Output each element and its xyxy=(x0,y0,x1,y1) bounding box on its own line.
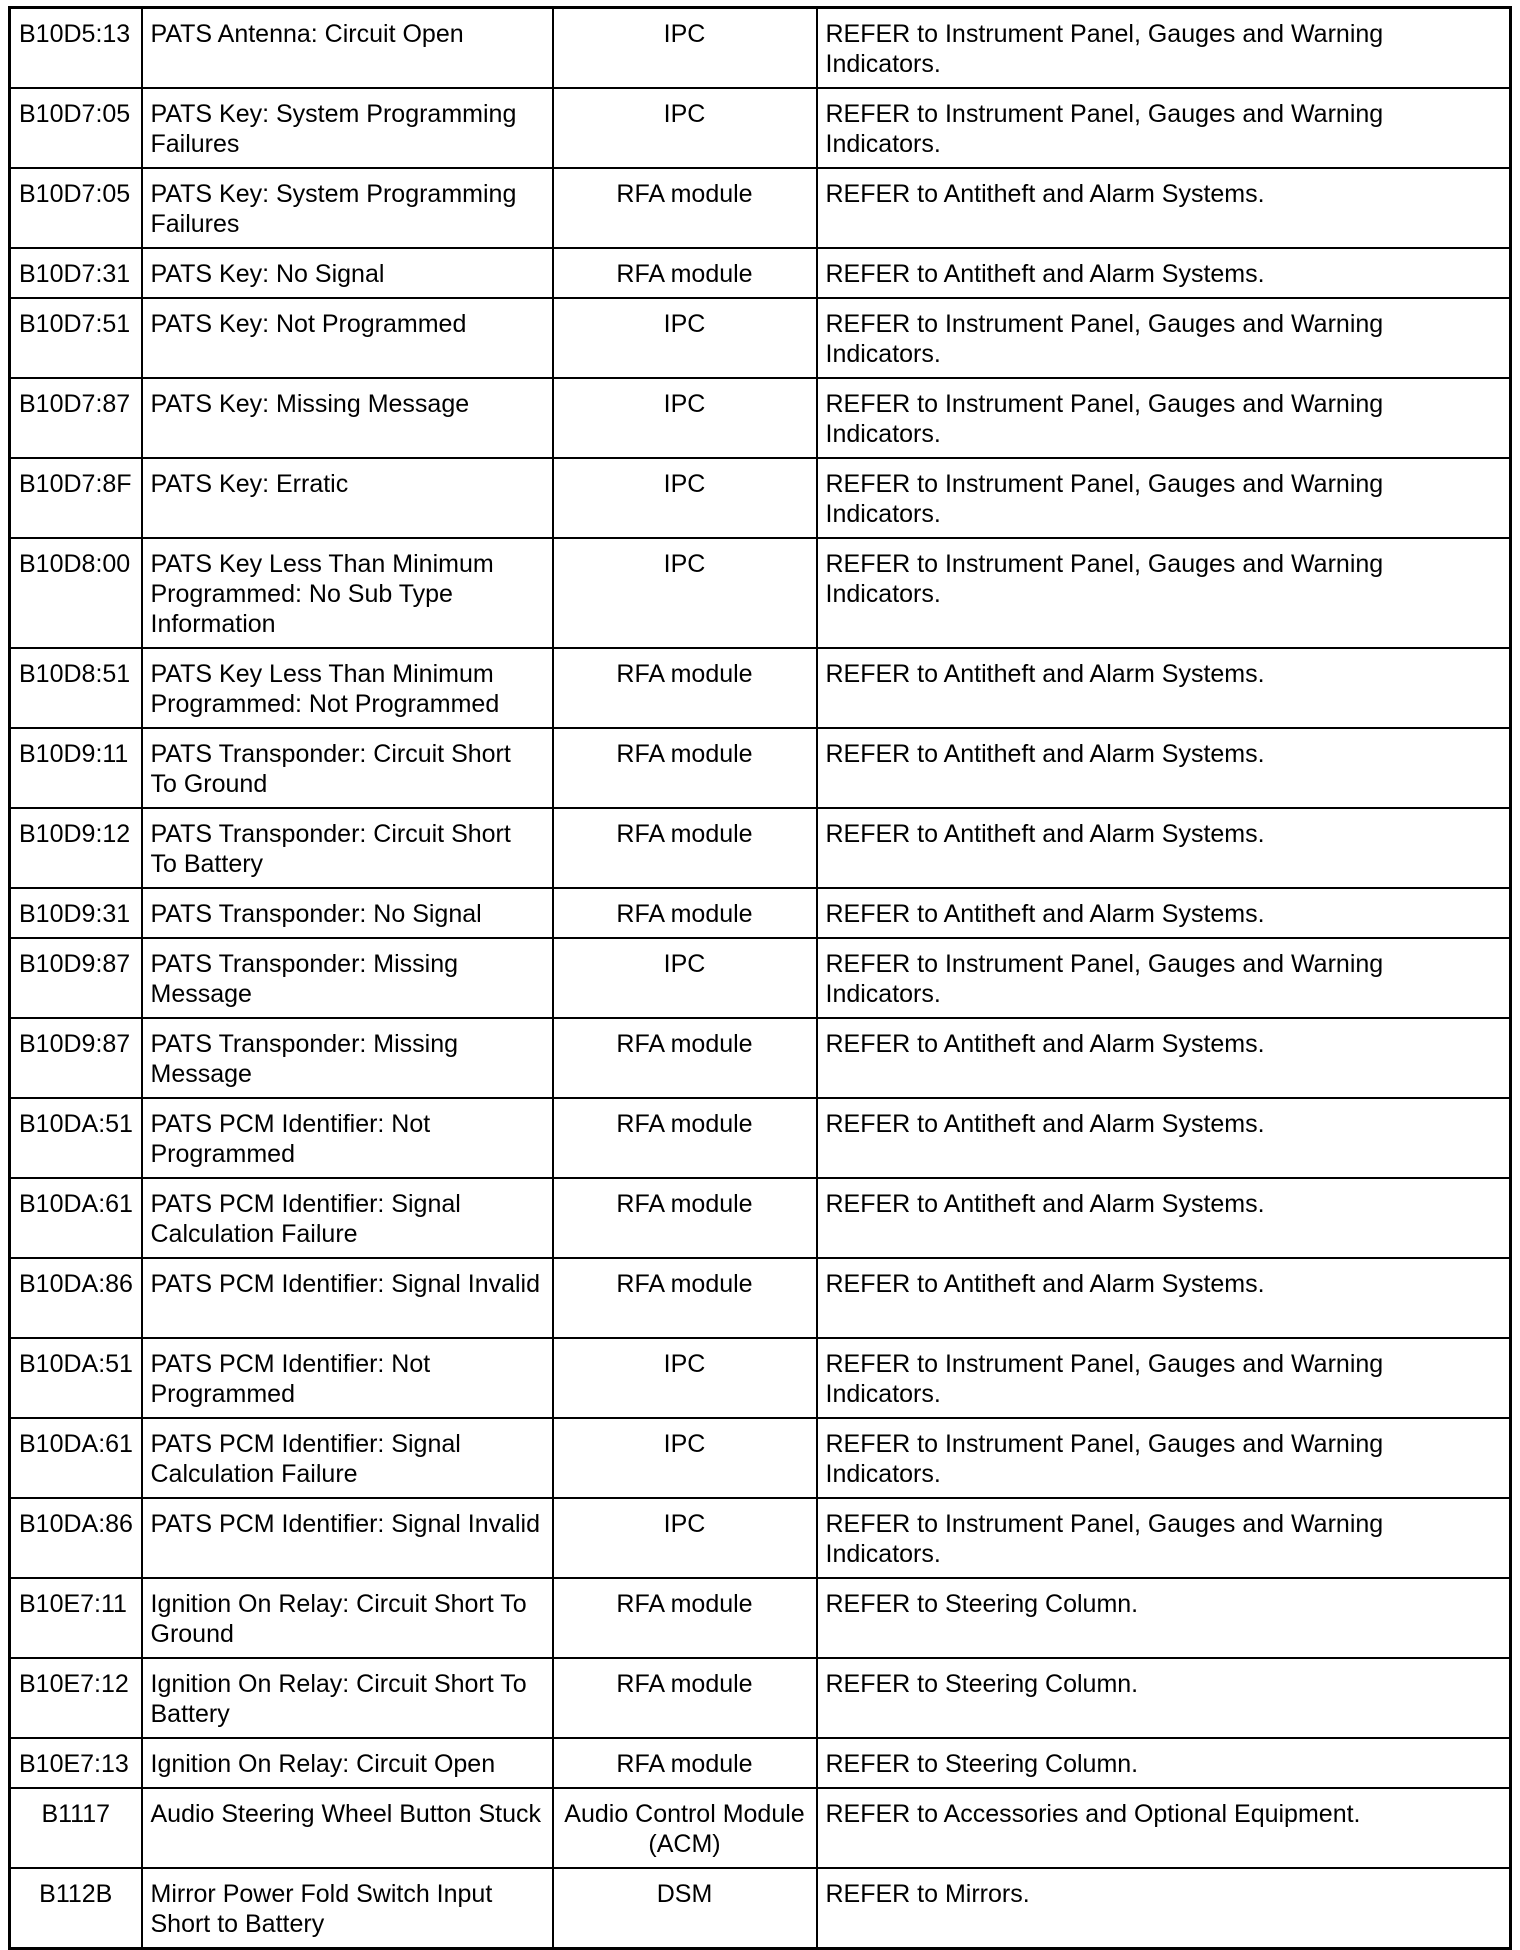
dtc-module: IPC xyxy=(553,938,817,1018)
dtc-description: Audio Steering Wheel Button Stuck xyxy=(142,1788,553,1868)
dtc-module: RFA module xyxy=(553,1258,817,1338)
dtc-code: B10DA:51 xyxy=(10,1338,142,1418)
dtc-code: B10DA:51 xyxy=(10,1098,142,1178)
dtc-module: RFA module xyxy=(553,1018,817,1098)
dtc-code: B10D7:05 xyxy=(10,168,142,248)
dtc-module: Audio Control Module (ACM) xyxy=(553,1788,817,1868)
dtc-code: B10DA:86 xyxy=(10,1258,142,1338)
dtc-module: RFA module xyxy=(553,1738,817,1788)
dtc-module: IPC xyxy=(553,378,817,458)
dtc-code: B10DA:86 xyxy=(10,1498,142,1578)
dtc-description: Ignition On Relay: Circuit Short To Ground xyxy=(142,1578,553,1658)
dtc-module: RFA module xyxy=(553,1098,817,1178)
dtc-module: IPC xyxy=(553,88,817,168)
dtc-description: PATS Key Less Than Minimum Programmed: Not Programmed xyxy=(142,648,553,728)
dtc-action: REFER to Instrument Panel, Gauges and Warning Indicators. xyxy=(817,1338,1511,1418)
dtc-action: REFER to Antitheft and Alarm Systems. xyxy=(817,1178,1511,1258)
table-row xyxy=(10,1098,1511,1178)
dtc-description: PATS Key: System Programming Failures xyxy=(142,168,553,248)
table-row xyxy=(10,1178,1511,1258)
dtc-description: PATS PCM Identifier: Signal Calculation Failure xyxy=(142,1418,553,1498)
table-row xyxy=(10,1018,1511,1098)
dtc-code: B10D9:11 xyxy=(10,728,142,808)
dtc-code: B10D7:31 xyxy=(10,248,142,298)
table-row xyxy=(10,648,1511,728)
dtc-code: B10D8:00 xyxy=(10,538,142,648)
table-row xyxy=(10,378,1511,458)
dtc-description: PATS Transponder: No Signal xyxy=(142,888,553,938)
dtc-action: REFER to Antitheft and Alarm Systems. xyxy=(817,808,1511,888)
dtc-module: IPC xyxy=(553,1418,817,1498)
dtc-code: B1117 xyxy=(10,1788,142,1868)
table-row xyxy=(10,1418,1511,1498)
dtc-description: PATS PCM Identifier: Signal Invalid xyxy=(142,1498,553,1578)
dtc-action: REFER to Mirrors. xyxy=(817,1868,1511,1949)
dtc-module: RFA module xyxy=(553,1578,817,1658)
dtc-module: DSM xyxy=(553,1868,817,1949)
dtc-description: PATS PCM Identifier: Not Programmed xyxy=(142,1338,553,1418)
dtc-code: B10D7:51 xyxy=(10,298,142,378)
dtc-code: B112B xyxy=(10,1868,142,1949)
table-row xyxy=(10,1738,1511,1788)
dtc-action: REFER to Instrument Panel, Gauges and Warning Indicators. xyxy=(817,88,1511,168)
table-row xyxy=(10,938,1511,1018)
dtc-action: REFER to Instrument Panel, Gauges and Warning Indicators. xyxy=(817,1498,1511,1578)
dtc-description: Mirror Power Fold Switch Input Short to Battery xyxy=(142,1868,553,1949)
dtc-action: REFER to Antitheft and Alarm Systems. xyxy=(817,1098,1511,1178)
table-row xyxy=(10,1658,1511,1738)
dtc-description: PATS Transponder: Circuit Short To Battery xyxy=(142,808,553,888)
dtc-description: PATS Key: Erratic xyxy=(142,458,553,538)
table-row xyxy=(10,88,1511,168)
dtc-module: IPC xyxy=(553,458,817,538)
dtc-code: B10D9:87 xyxy=(10,1018,142,1098)
dtc-description: PATS Key: Missing Message xyxy=(142,378,553,458)
dtc-action: REFER to Antitheft and Alarm Systems. xyxy=(817,248,1511,298)
dtc-description: PATS Key: No Signal xyxy=(142,248,553,298)
dtc-code: B10D9:31 xyxy=(10,888,142,938)
dtc-description: Ignition On Relay: Circuit Short To Battery xyxy=(142,1658,553,1738)
dtc-code: B10E7:13 xyxy=(10,1738,142,1788)
dtc-action: REFER to Antitheft and Alarm Systems. xyxy=(817,728,1511,808)
dtc-description: PATS PCM Identifier: Signal Invalid xyxy=(142,1258,553,1338)
dtc-description: PATS Antenna: Circuit Open xyxy=(142,8,553,89)
table-row xyxy=(10,1868,1511,1949)
dtc-code: B10D9:87 xyxy=(10,938,142,1018)
dtc-module: RFA module xyxy=(553,1178,817,1258)
dtc-description: Ignition On Relay: Circuit Open xyxy=(142,1738,553,1788)
table-row xyxy=(10,1578,1511,1658)
dtc-code: B10E7:12 xyxy=(10,1658,142,1738)
dtc-module: IPC xyxy=(553,8,817,89)
dtc-action: REFER to Steering Column. xyxy=(817,1658,1511,1738)
table-row xyxy=(10,248,1511,298)
table-row xyxy=(10,1788,1511,1868)
dtc-code: B10D7:05 xyxy=(10,88,142,168)
dtc-module: RFA module xyxy=(553,888,817,938)
dtc-description: PATS Transponder: Missing Message xyxy=(142,1018,553,1098)
dtc-module: IPC xyxy=(553,538,817,648)
dtc-module: IPC xyxy=(553,298,817,378)
dtc-module: RFA module xyxy=(553,728,817,808)
table-row xyxy=(10,8,1511,89)
dtc-action: REFER to Steering Column. xyxy=(817,1738,1511,1788)
dtc-table xyxy=(8,6,1512,1950)
dtc-code: B10E7:11 xyxy=(10,1578,142,1658)
table-row xyxy=(10,888,1511,938)
dtc-action: REFER to Instrument Panel, Gauges and Warning Indicators. xyxy=(817,538,1511,648)
dtc-module: IPC xyxy=(553,1498,817,1578)
dtc-description: PATS PCM Identifier: Signal Calculation Failure xyxy=(142,1178,553,1258)
dtc-module: RFA module xyxy=(553,168,817,248)
table-row xyxy=(10,538,1511,648)
dtc-description: PATS Key: Not Programmed xyxy=(142,298,553,378)
table-row xyxy=(10,298,1511,378)
dtc-description: PATS PCM Identifier: Not Programmed xyxy=(142,1098,553,1178)
dtc-description: PATS Transponder: Circuit Short To Ground xyxy=(142,728,553,808)
dtc-code: B10D5:13 xyxy=(10,8,142,89)
dtc-action: REFER to Steering Column. xyxy=(817,1578,1511,1658)
dtc-action: REFER to Antitheft and Alarm Systems. xyxy=(817,1018,1511,1098)
dtc-module: IPC xyxy=(553,1338,817,1418)
table-row xyxy=(10,168,1511,248)
dtc-action: REFER to Instrument Panel, Gauges and Warning Indicators. xyxy=(817,378,1511,458)
table-row xyxy=(10,808,1511,888)
dtc-description: PATS Key: System Programming Failures xyxy=(142,88,553,168)
dtc-action: REFER to Instrument Panel, Gauges and Warning Indicators. xyxy=(817,1418,1511,1498)
dtc-code: B10D8:51 xyxy=(10,648,142,728)
dtc-action: REFER to Instrument Panel, Gauges and Warning Indicators. xyxy=(817,938,1511,1018)
dtc-action: REFER to Antitheft and Alarm Systems. xyxy=(817,888,1511,938)
dtc-code: B10D9:12 xyxy=(10,808,142,888)
table-row xyxy=(10,1258,1511,1338)
dtc-module: RFA module xyxy=(553,648,817,728)
dtc-code: B10DA:61 xyxy=(10,1178,142,1258)
dtc-action: REFER to Antitheft and Alarm Systems. xyxy=(817,168,1511,248)
dtc-code: B10D7:87 xyxy=(10,378,142,458)
dtc-code: B10DA:61 xyxy=(10,1418,142,1498)
dtc-action: REFER to Instrument Panel, Gauges and Warning Indicators. xyxy=(817,8,1511,89)
dtc-description: PATS Transponder: Missing Message xyxy=(142,938,553,1018)
dtc-module: RFA module xyxy=(553,248,817,298)
table-row xyxy=(10,1338,1511,1418)
dtc-action: REFER to Instrument Panel, Gauges and Warning Indicators. xyxy=(817,298,1511,378)
dtc-action: REFER to Antitheft and Alarm Systems. xyxy=(817,648,1511,728)
dtc-table-body xyxy=(10,8,1511,1949)
dtc-action: REFER to Antitheft and Alarm Systems. xyxy=(817,1258,1511,1338)
dtc-description: PATS Key Less Than Minimum Programmed: No Sub Type Information xyxy=(142,538,553,648)
table-row xyxy=(10,1498,1511,1578)
dtc-action: REFER to Accessories and Optional Equipment. xyxy=(817,1788,1511,1868)
dtc-module: RFA module xyxy=(553,1658,817,1738)
dtc-code: B10D7:8F xyxy=(10,458,142,538)
dtc-module: RFA module xyxy=(553,808,817,888)
table-row xyxy=(10,458,1511,538)
dtc-action: REFER to Instrument Panel, Gauges and Warning Indicators. xyxy=(817,458,1511,538)
table-row xyxy=(10,728,1511,808)
